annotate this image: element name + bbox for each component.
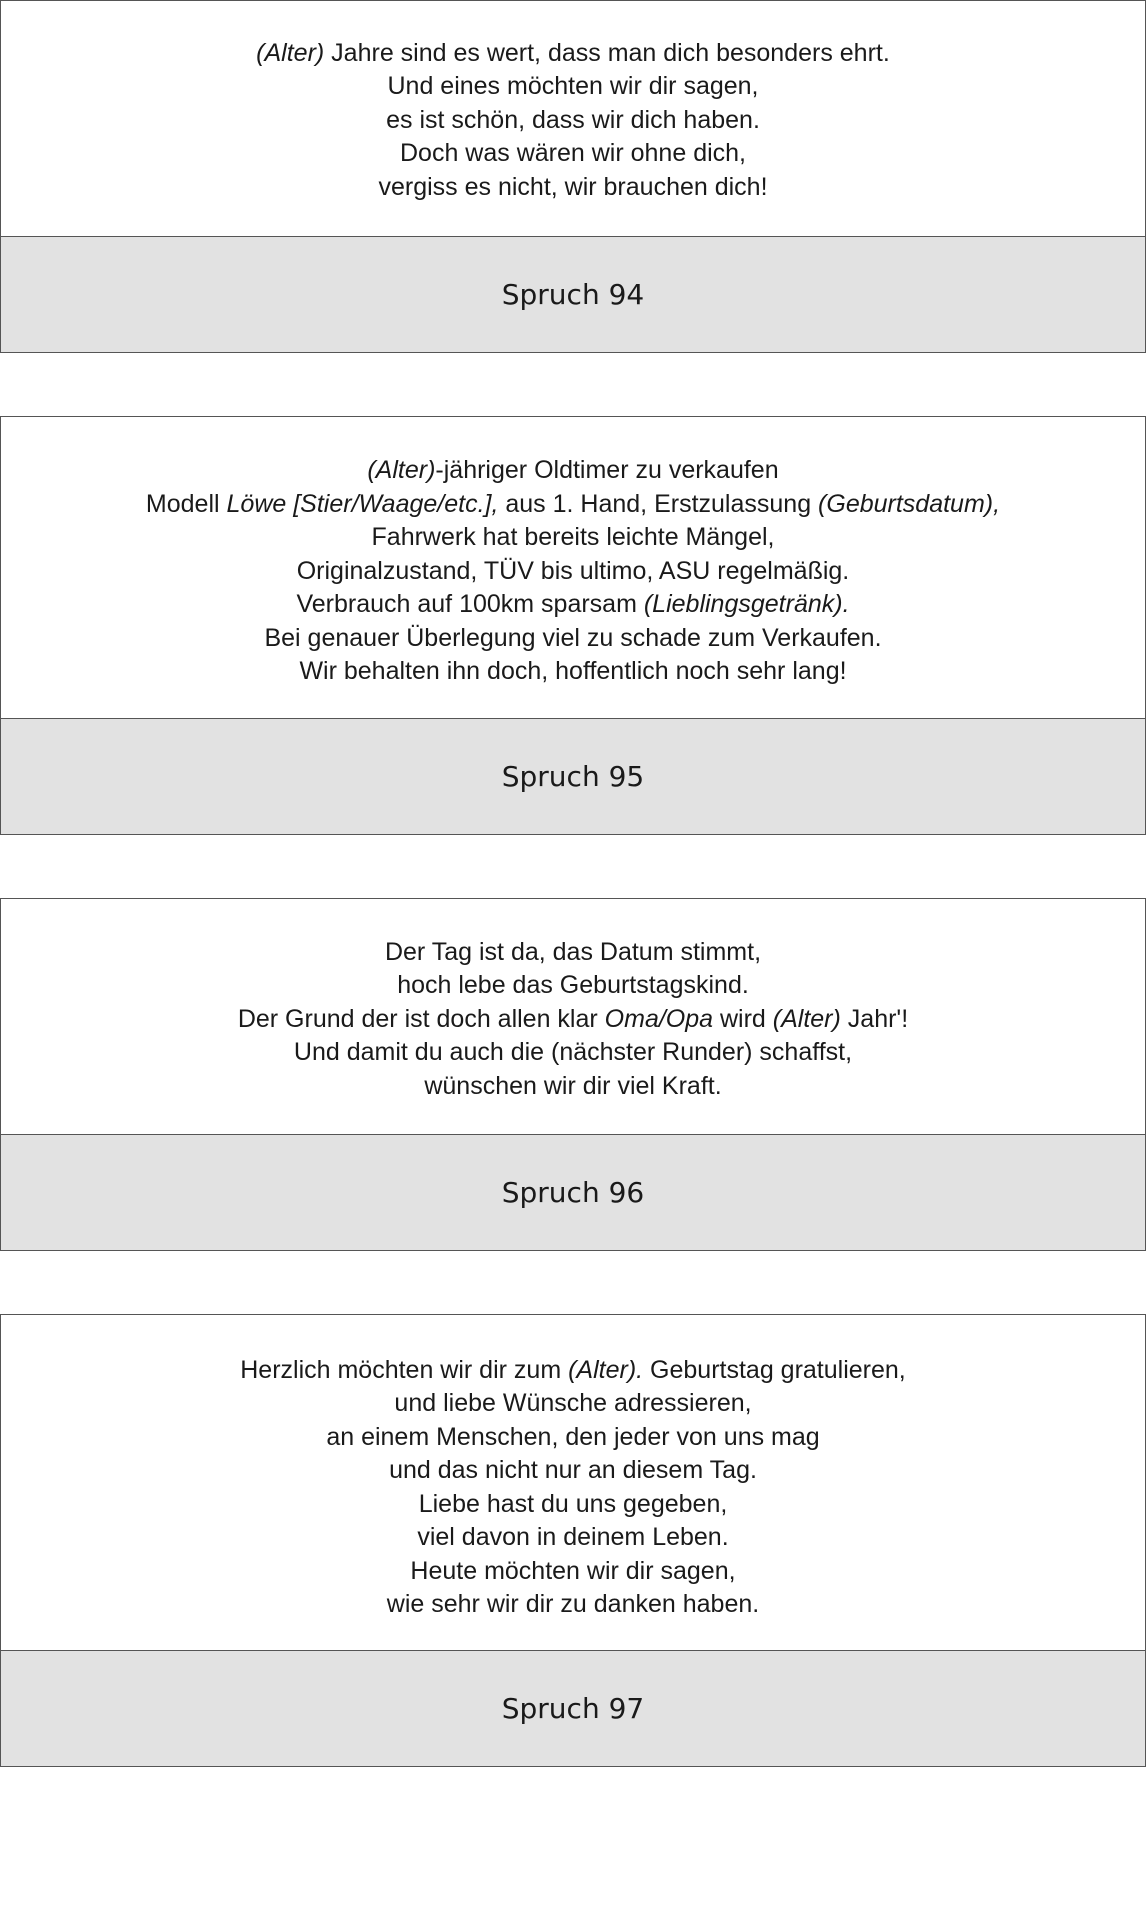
saying-line: Der Grund der ist doch allen klar Oma/Opa wird (Alter) Jahr'! <box>237 1004 909 1033</box>
saying-line: Herzlich möchten wir dir zum (Alter). Geburtstag gratulieren, <box>240 1355 906 1384</box>
saying-line: und das nicht nur an diesem Tag. <box>389 1456 757 1484</box>
saying-line: Der Tag ist da, das Datum stimmt, <box>384 937 762 966</box>
saying-label: Spruch 94 <box>1 237 1145 352</box>
saying-line: wünschen wir dir viel Kraft. <box>424 1071 722 1100</box>
saying-line: Doch was wären wir ohne dich, <box>400 139 746 168</box>
saying-line: Fahrwerk hat bereits leichte Mängel, <box>371 523 775 552</box>
saying-label: Spruch 95 <box>1 719 1145 834</box>
saying-line: Und damit du auch die (nächster Runder) schaffst, <box>293 1038 853 1067</box>
saying-label: Spruch 97 <box>1 1651 1145 1766</box>
saying-line: (Alter) Jahre sind es wert, dass man dich besonders ehrt. <box>256 38 890 67</box>
saying-text <box>1 1 1145 237</box>
saying-line: Heute möchten wir dir sagen, <box>410 1556 736 1585</box>
saying-line: viel davon in deinem Leben. <box>417 1523 729 1551</box>
saying-line: und liebe Wünsche adressieren, <box>394 1389 752 1417</box>
saying-text <box>1 899 1145 1135</box>
saying-line: wie sehr wir dir zu danken haben. <box>386 1590 760 1618</box>
saying-line: Und eines möchten wir dir sagen, <box>387 72 759 101</box>
saying-text <box>1 417 1145 719</box>
saying-card-94 <box>0 0 1146 353</box>
saying-line: hoch lebe das Geburtstagskind. <box>397 971 749 1000</box>
saying-card-95 <box>0 416 1146 835</box>
saying-line: Originalzustand, TÜV bis ultimo, ASU regelmäßig. <box>296 556 850 585</box>
saying-label: Spruch 96 <box>1 1135 1145 1250</box>
saying-card-97 <box>0 1314 1146 1767</box>
saying-line: (Alter)-jähriger Oldtimer zu verkaufen <box>367 456 779 485</box>
saying-card-96 <box>0 898 1146 1251</box>
saying-line: es ist schön, dass wir dich haben. <box>386 105 760 134</box>
saying-line: Modell Löwe [Stier/Waage/etc.], aus 1. Hand, Erstzulassung (Geburtsdatum), <box>145 489 1001 518</box>
saying-line: Bei genauer Überlegung viel zu schade zum Verkaufen. <box>264 623 882 652</box>
saying-line: vergiss es nicht, wir brauchen dich! <box>378 172 768 201</box>
saying-line: Verbrauch auf 100km sparsam (Lieblingsgetränk). <box>296 590 850 619</box>
saying-line: an einem Menschen, den jeder von uns mag <box>326 1422 820 1451</box>
saying-line: Liebe hast du uns gegeben, <box>418 1489 728 1518</box>
saying-line: Wir behalten ihn doch, hoffentlich noch sehr lang! <box>299 657 847 686</box>
saying-text <box>1 1315 1145 1651</box>
